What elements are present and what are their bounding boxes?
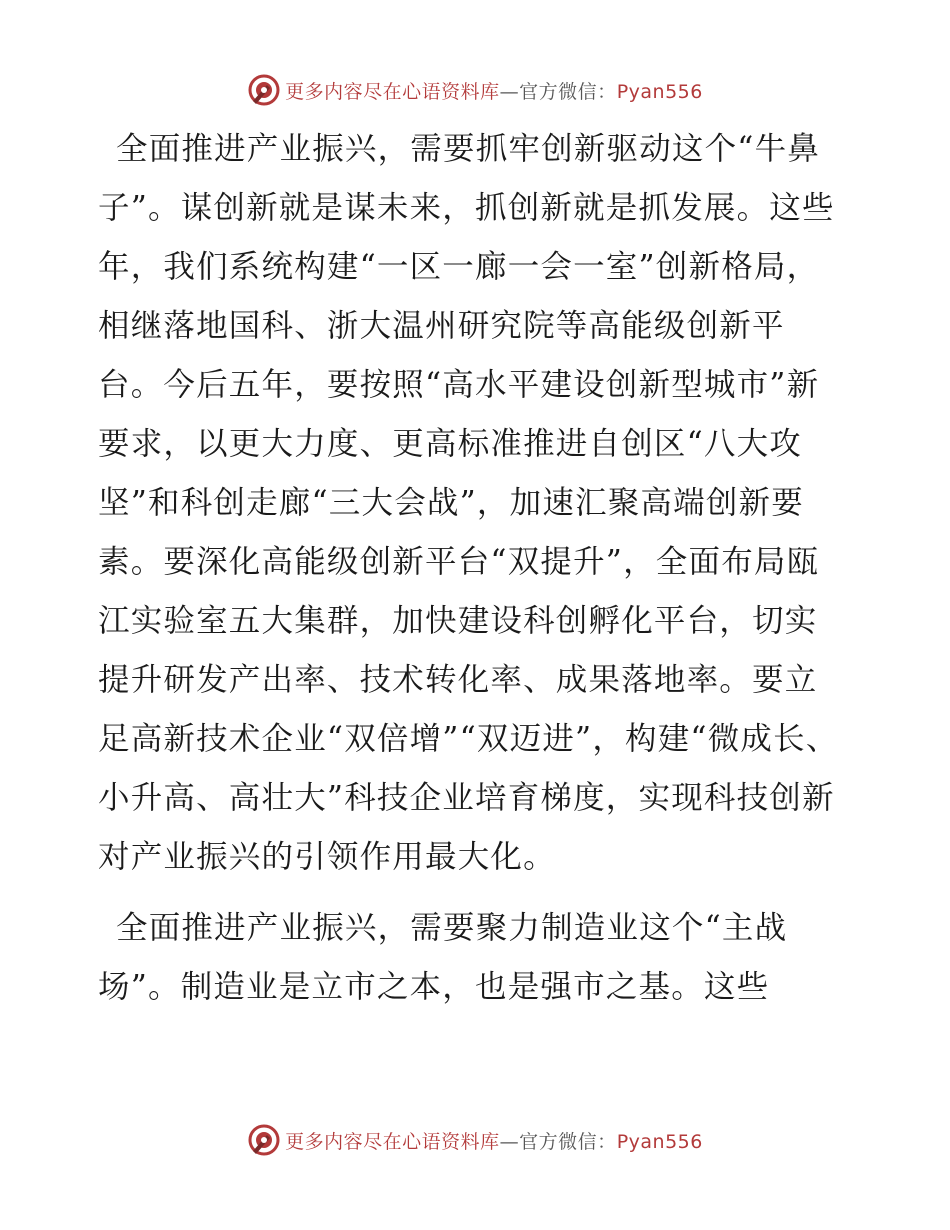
header-banner: [0, 70, 950, 110]
footer-wechat-label: 官方微信：: [519, 1130, 617, 1153]
header-text: [285, 77, 703, 104]
header-wechat-label: 官方微信：: [519, 80, 617, 103]
header-wechat-id: Pyan556: [616, 80, 703, 103]
header-brand-text: 更多内容尽在心语资料库: [285, 80, 500, 103]
footer-brand-text: 更多内容尽在心语资料库: [285, 1130, 500, 1153]
seal-logo-icon: [247, 73, 281, 107]
document-body: [98, 120, 850, 1029]
footer-text: [285, 1127, 703, 1154]
footer-banner: [0, 1120, 950, 1160]
footer-wechat-id: Pyan556: [616, 1130, 703, 1153]
footer-separator: —: [499, 1130, 520, 1153]
paragraph: 全面推进产业振兴，需要抓牢创新驱动这个“牛鼻子”。谋创新就是谋未来，抓创新就是抓发展。这些年，我们系统构建“一区一廊一会一室”创新格局，相继落地国科、浙大温州研究院等高能级创新平台。今后五年，要按照“高水平建设创新型城市”新要求，以更大力度、更高标准推进自创区“八大攻坚”和科创走廊“三大会战”，加速汇聚高端创新要素。要深化高能级创新平台“双提升”，全面布局瓯江实验室五大集群，加快建设科创孵化平台，切实提升研发产出率、技术转化率、成果落地率。要立足高新技术企业“双倍增”“双迈进”，构建“微成长、小升高、高壮大”科技企业培育梯度，实现科技创新对产业振兴的引领作用最大化。: [98, 131, 839, 875]
paragraph: 全面推进产业振兴，需要聚力制造业这个“主战场”。制造业是立市之本，也是强市之基。这些: [98, 910, 788, 1005]
header-separator: —: [499, 80, 520, 103]
seal-logo-icon: [247, 1123, 281, 1157]
